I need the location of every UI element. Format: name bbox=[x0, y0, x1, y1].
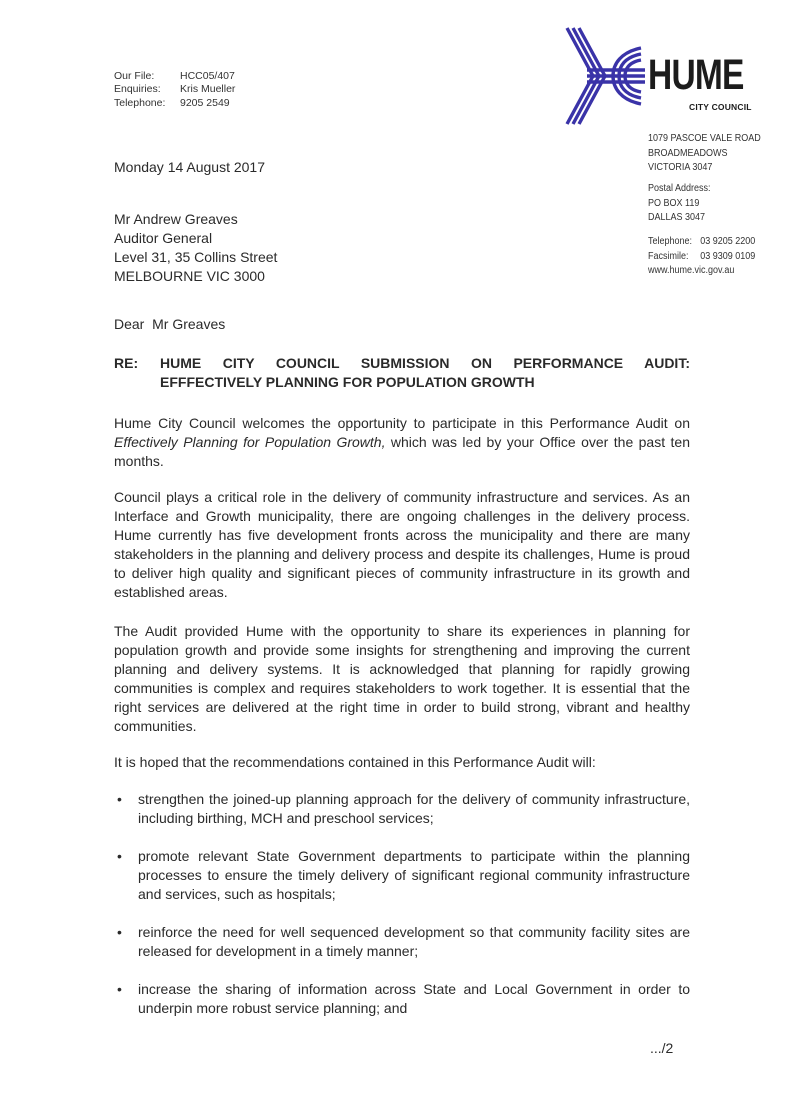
list-item bbox=[114, 923, 690, 961]
bullet-icon: • bbox=[117, 924, 122, 940]
recipient-block bbox=[114, 210, 277, 286]
hume-emblem-icon bbox=[563, 26, 645, 126]
recipient-line: Level 31, 35 Collins Street bbox=[114, 249, 278, 265]
body-paragraph: The Audit provided Hume with the opportunity to share its experiences in planning for population growth and provide some insights for strengthening and improving the current planning and delivery systems. It is acknowledged that planning for rapidly growing communities is complex and requires stakeholders to work together. It is essential that the right services are delivered at the right time in order to build strong, vibrant and healthy communities. bbox=[114, 623, 690, 734]
website: www.hume.vic.gov.au bbox=[648, 265, 735, 276]
file-ref-label: Our File: bbox=[114, 70, 155, 82]
subject-title bbox=[160, 354, 690, 392]
bullet-icon: • bbox=[117, 981, 122, 997]
list-item bbox=[114, 790, 690, 828]
audit-title-italic: Effectively Planning for Population Growth, bbox=[114, 434, 386, 450]
paragraph-text: Hume City Council welcomes the opportunity to participate in this Performance Audit on bbox=[114, 415, 690, 431]
file-ref-value: 9205 2549 bbox=[180, 96, 230, 109]
address-line: VICTORIA 3047 bbox=[648, 162, 713, 173]
facsimile-value: 03 9309 0109 bbox=[700, 250, 756, 262]
list-item-text: strengthen the joined-up planning approach for the delivery of community infrastructure, including birthing, MCH and preschool services; bbox=[138, 791, 690, 826]
telephone-value: 03 9205 2200 bbox=[700, 236, 756, 247]
list-item-text: increase the sharing of information across State and Local Government in order to underpin more robust service planning; and bbox=[138, 981, 690, 1016]
file-ref-value: Kris Mueller bbox=[180, 83, 236, 96]
recipient-line: Auditor General bbox=[114, 230, 213, 246]
body-paragraph: Council plays a critical role in the delivery of community infrastructure and services. As an Interface and Growth municipality, there are ongoing challenges in the delivery process. Hume currently has five development fronts across the municipality and there are many stakeholders in the planning and delivery process and despite its challenges, Hume is proud to deliver high quality and significant pieces of community infrastructure in its growth and established areas. bbox=[114, 489, 690, 600]
body-paragraph: It is hoped that the recommendations contained in this Performance Audit will: bbox=[114, 754, 596, 770]
subject-line: EFFFECTIVELY PLANNING FOR POPULATION GROWTH bbox=[160, 374, 535, 390]
list-item-text: promote relevant State Government departments to participate within the planning processes to ensure the timely delivery of significant regional community infrastructure and services, such as hospitals; bbox=[138, 848, 690, 902]
contact-details bbox=[648, 235, 755, 279]
recipient-line: Mr Andrew Greaves bbox=[114, 211, 238, 227]
file-ref-row bbox=[114, 70, 235, 83]
facsimile-row bbox=[648, 250, 755, 265]
postal-label: Postal Address: bbox=[648, 183, 711, 194]
street-address bbox=[648, 132, 761, 176]
file-ref-label: Telephone: bbox=[114, 96, 166, 109]
address-line: PO BOX 119 bbox=[648, 197, 700, 209]
list-item bbox=[114, 980, 690, 1018]
recipient-line: MELBOURNE VIC 3000 bbox=[114, 268, 265, 284]
file-ref-label: Enquiries: bbox=[114, 83, 161, 96]
letter-date: Monday 14 August 2017 bbox=[114, 159, 266, 175]
telephone-row bbox=[648, 235, 755, 250]
bullet-icon: • bbox=[117, 848, 122, 864]
body-paragraph bbox=[114, 414, 690, 471]
address-line: DALLAS 3047 bbox=[648, 212, 706, 223]
bullet-icon: • bbox=[117, 791, 122, 807]
hume-logo bbox=[563, 26, 763, 126]
page-continuation: .../2 bbox=[650, 1040, 674, 1056]
facsimile-label: Facsimile: bbox=[648, 250, 689, 262]
postal-address bbox=[648, 182, 711, 226]
file-reference bbox=[114, 70, 235, 110]
logo-subtitle: CITY COUNCIL bbox=[689, 102, 752, 112]
subject-label: RE: bbox=[114, 355, 139, 371]
telephone-label: Telephone: bbox=[648, 236, 693, 247]
salutation: Dear Mr Greaves bbox=[114, 316, 226, 332]
list-item bbox=[114, 847, 690, 904]
paragraph-text: which was led by your Office over the past ten months. bbox=[114, 434, 690, 469]
subject-heading bbox=[114, 354, 690, 392]
subject-line: HUME CITY COUNCIL SUBMISSION ON PERFORMANCE AUDIT: bbox=[160, 355, 690, 371]
logo-wordmark: HUME bbox=[648, 51, 744, 99]
address-line: BROADMEADOWS bbox=[648, 147, 728, 159]
file-ref-row bbox=[114, 97, 235, 110]
list-item-text: reinforce the need for well sequenced development so that community facility sites are released for development in a timely manner; bbox=[138, 924, 690, 959]
file-ref-value: HCC05/407 bbox=[180, 70, 235, 82]
file-ref-row bbox=[114, 83, 235, 96]
address-line: 1079 PASCOE VALE ROAD bbox=[648, 133, 761, 144]
